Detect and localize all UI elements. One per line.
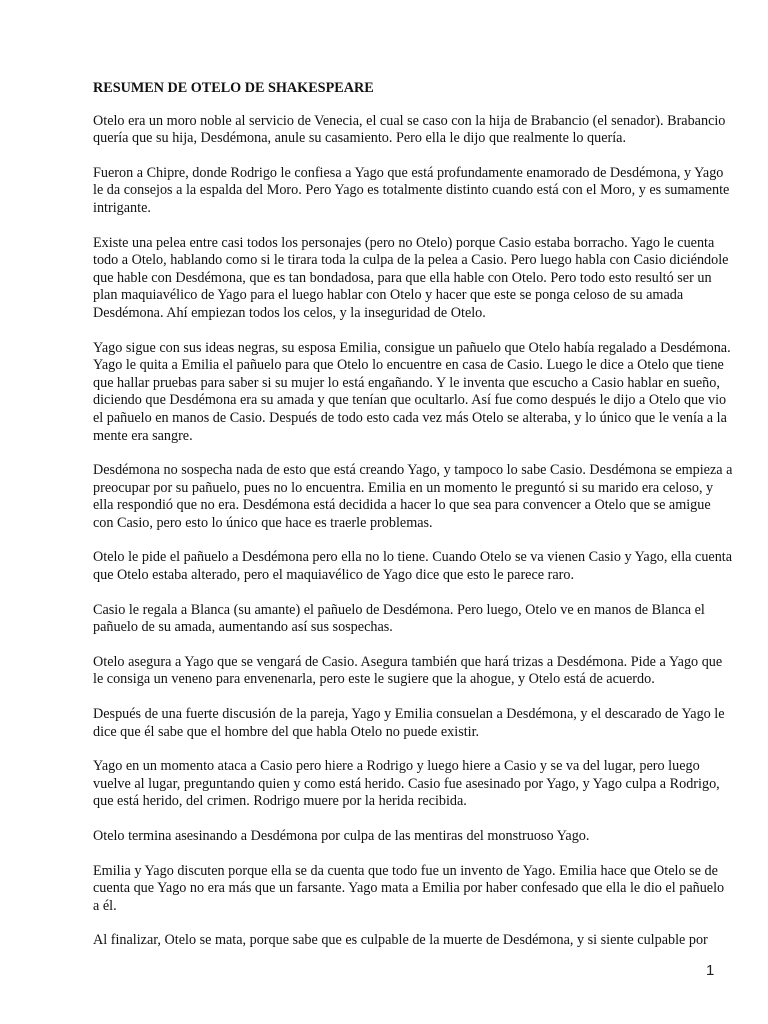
paragraph-2: Fueron a Chipre, donde Rodrigo le confiesa a Yago que está profundamente enamorado de Desdémona, y Yago le da consejos a la espalda del Moro. Pero Yago es totalmente distinto cuando está con el Moro, y es sumamente intrigante.: [93, 164, 730, 216]
page-number: 1: [706, 962, 715, 979]
paragraph-4: Yago sigue con sus ideas negras, su esposa Emilia, consigue un pañuelo que Otelo había regalado a Desdémona. Yago le quita a Emilia el pañuelo para que Otelo lo encuentre en casa de Casio. Luego le dice a Otelo que tiene que hallar pruebas para saber si su mujer lo está engañando. Y le inventa que escucho a Casio hablar en sueño, diciendo que Desdémona era su amada y que tenían que ocultarlo. Así fue como después le dijo a Otelo que vio el pañuelo en manos de Casio. Después de todo esto cada vez más Otelo se alteraba, y lo único que le venía a la mente era sangre.: [93, 339, 731, 444]
paragraph-8: Otelo asegura a Yago que se vengará de Casio. Asegura también que hará trizas a Desdémona. Pide a Yago que le consiga un veneno para envenenarla, pero este le sugiere que la ahogue, y Otelo está de acuerdo.: [93, 653, 723, 688]
paragraph-6: Otelo le pide el pañuelo a Desdémona pero ella no lo tiene. Cuando Otelo se va vienen Casio y Yago, ella cuenta que Otelo estaba alterado, pero el maquiavélico de Yago dice que esto le parece raro.: [93, 549, 733, 584]
paragraph-12: Emilia y Yago discuten porque ella se da cuenta que todo fue un invento de Yago. Emilia hace que Otelo se de cuenta que Yago no era más que un farsante. Yago mata a Emilia por haber confesado que ella le dio el pañuelo a él.: [93, 862, 725, 914]
paragraph-10: Yago en un momento ataca a Casio pero hiere a Rodrigo y luego hiere a Casio y se va del lugar, pero luego vuelve al lugar, preguntando quien y como está herido. Casio fue asesinado por Yago, y Yago culpa a Rodrigo, que está herido, del crimen. Rodrigo muere por la herida recibida.: [93, 758, 720, 810]
document-body: [93, 80, 733, 967]
paragraph-9: Después de una fuerte discusión de la pareja, Yago y Emilia consuelan a Desdémona, y el descarado de Yago le dice que él sabe que el hombre del que habla Otelo no puede existir.: [93, 706, 725, 740]
paragraph-7: Casio le regala a Blanca (su amante) el pañuelo de Desdémona. Pero luego, Otelo ve en manos de Blanca el pañuelo de su amada, aumentando así sus sospechas.: [93, 601, 705, 636]
paragraph-5: Desdémona no sospecha nada de esto que está creando Yago, y tampoco lo sabe Casio. Desdémona se empieza a preocupar por su pañuelo, pues no lo encuentra. Emilia en un momento le preguntó si su marido era celoso, y ella respondió que no era. Desdémona está decidida a hacer lo que sea para convencer a Otelo que se amigue con Casio, pero esto lo único que hace es traerle problemas.: [93, 462, 733, 531]
paragraph-11: Otelo termina asesinando a Desdémona por culpa de las mentiras del monstruoso Yago.: [93, 828, 590, 844]
paragraph-1: Otelo era un moro noble al servicio de Venecia, el cual se caso con la hija de Brabancio (el senador). Brabancio quería que su hija, Desdémona, anule su casamiento. Pero ella le dijo que realmente lo quería.: [93, 112, 726, 147]
paragraph-3: Existe una pelea entre casi todos los personajes (pero no Otelo) porque Casio estaba borracho. Yago le cuenta todo a Otelo, hablando como si le tirara toda la culpa de la pelea a Casio. Pero luego habla con Casio diciéndole que hable con Desdémona, que es tan bondadosa, para que ella hable con Otelo. Pero todo esto resultó ser un plan maquiavélico de Yago para el luego hablar con Otelo y hacer que este se ponga celoso de su amada Desdémona. Ahí empiezan todos los celos, y la inseguridad de Otelo.: [93, 234, 729, 321]
paragraph-13: Al finalizar, Otelo se mata, porque sabe que es culpable de la muerte de Desdémona, y si siente culpable por: [93, 932, 708, 949]
document-title: RESUMEN DE OTELO DE SHAKESPEARE: [93, 80, 374, 96]
